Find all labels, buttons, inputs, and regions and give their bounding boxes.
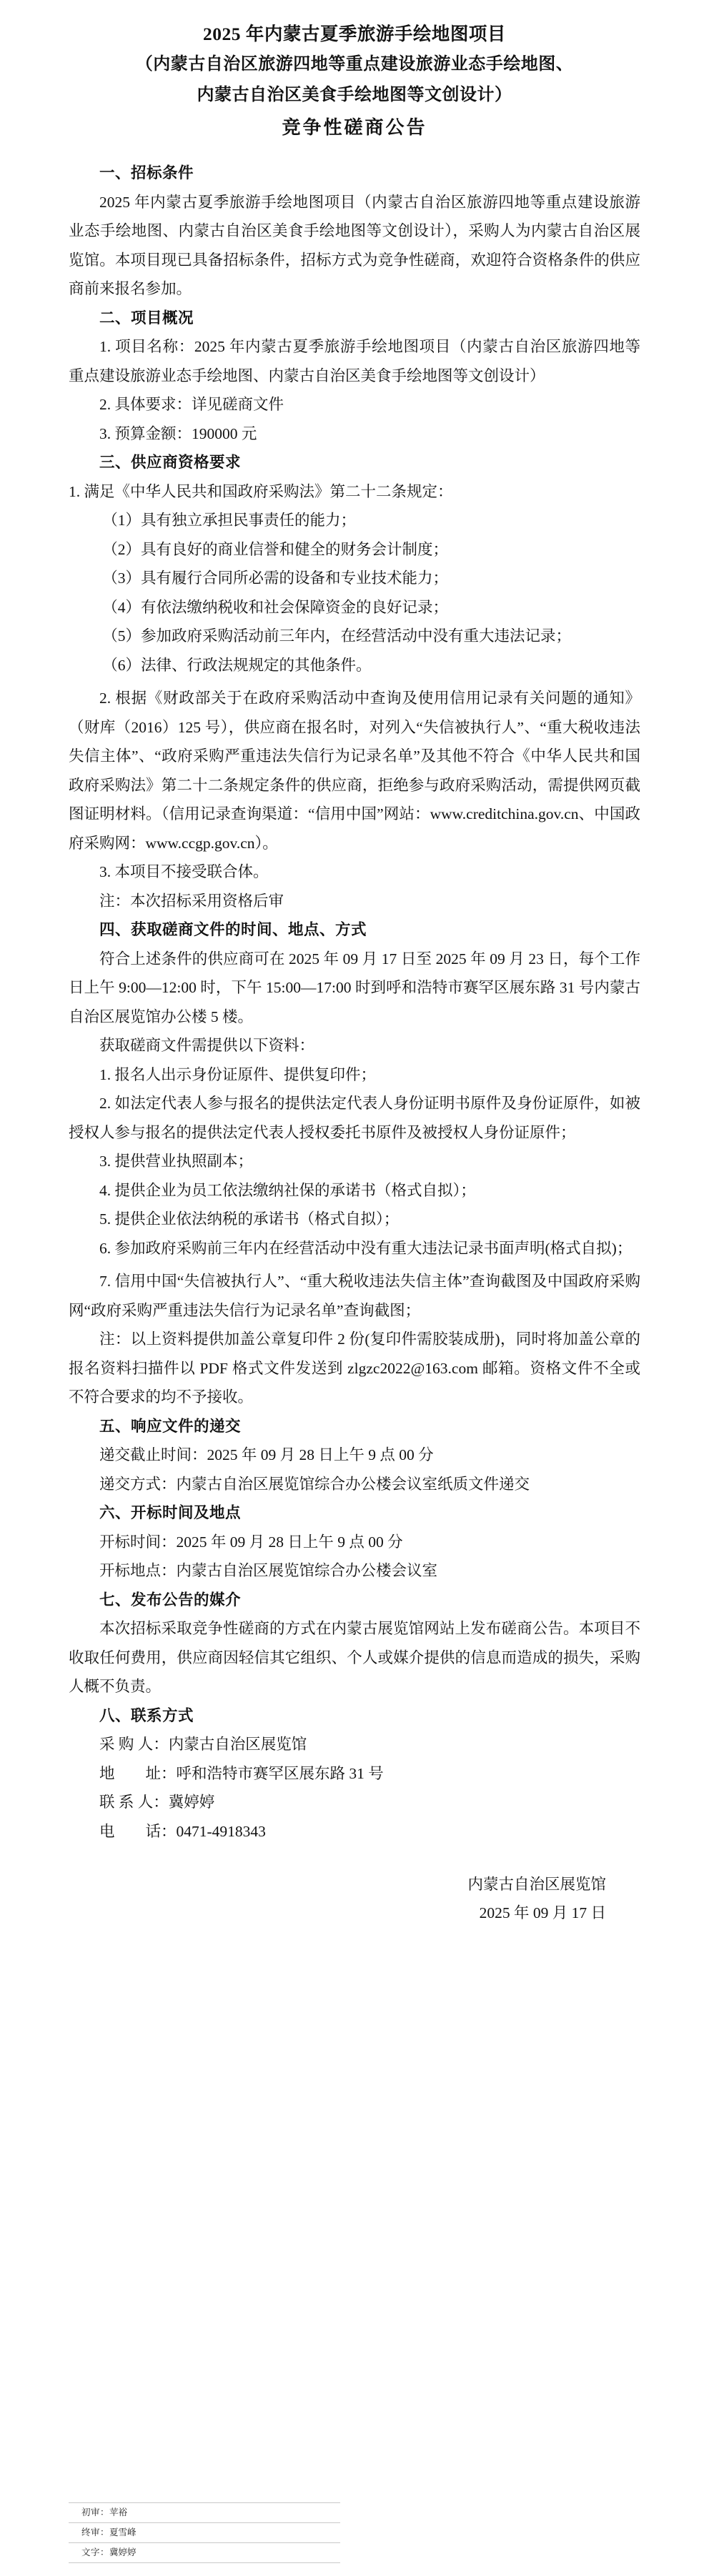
section-heading-1: 一、招标条件 [99, 164, 194, 181]
section-heading-6: 六、开标时间及地点 [99, 1504, 242, 1521]
title-line-2: （内蒙古自治区旅游四地等重点建设旅游业态手绘地图、 [135, 55, 574, 74]
signature-block [69, 1870, 640, 1927]
title-spacer [69, 143, 640, 159]
section-heading-8: 八、联系方式 [99, 1706, 194, 1724]
section-4-item-4: 4. 提供企业为员工依法缴纳社保的承诺书（格式自拟）； [99, 1181, 476, 1199]
section-heading-4: 四、获取磋商文件的时间、地点、方式 [99, 921, 367, 938]
section-heading-5: 五、响应文件的递交 [99, 1417, 242, 1435]
section-2-item-2: 2. 具体要求：详见磋商文件 [99, 396, 284, 413]
contact-person: 联 系 人：冀婷婷 [99, 1794, 215, 1811]
section-3-sub-5: （5）参加政府采购活动前三年内，在经营活动中没有重大违法记录； [102, 627, 572, 645]
section-3-item-2: 2. 根据《财政部关于在政府采购活动中查询及使用信用记录有关问题的通知》（财库（2016）125 号），供应商在报名时，对列入“失信被执行人”、“重大税收违法失信主体”、“政府采购严重违法失信行为记录名单”及其他不符合《中华人民共和国政府采购法》第二十二条规定条件的供应商，拒绝参与政府采购活动，需提供网页截图证明材料。（信用记录查询渠道：“信用中国”网站：www.creditchina.gov.cn、中国政府采购网：www.ccgp.gov.cn）。 [69, 690, 640, 852]
contact-purchaser: 采 购 人：内蒙古自治区展览馆 [99, 1736, 307, 1753]
credit-label-final-review: 终审： [81, 2527, 110, 2537]
section-2-item-1: 1. 项目名称：2025 年内蒙古夏季旅游手绘地图项目（内蒙古自治区旅游四地等重点建设旅游业态手绘地图、内蒙古自治区美食手绘地图等文创设计） [69, 338, 640, 384]
credit-value-writer: 冀婷婷 [109, 2547, 137, 2557]
section-3-sub-2: （2）具有良好的商业信誉和健全的财务会计制度； [102, 540, 449, 558]
title-line-3: 内蒙古自治区美食手绘地图等文创设计） [197, 86, 512, 104]
section-3-sub-1: （1）具有独立承担民事责任的能力； [102, 512, 357, 529]
document-body [69, 159, 640, 1846]
section-3-item-3: 3. 本项目不接受联合体。 [99, 863, 269, 880]
section-2-item-3: 3. 预算金额：190000 元 [99, 424, 257, 442]
title-line-1: 2025 年内蒙古夏季旅游手绘地图项目 [203, 24, 506, 44]
credit-value-final-review: 夏雪峰 [109, 2527, 137, 2537]
section-4-item-3: 3. 提供营业执照副本； [99, 1153, 254, 1170]
contact-phone: 电 话：0471-4918343 [99, 1822, 266, 1840]
section-7-paragraph-1: 本次招标采取竞争性磋商的方式在内蒙古展览馆网站上发布磋商公告。本项目不收取任何费用，供应商因轻信其它组织、个人或媒介提供的信息而造成的损失，采购人概不负责。 [69, 1620, 640, 1695]
section-1-paragraph-1: 2025 年内蒙古夏季旅游手绘地图项目（内蒙古自治区旅游四地等重点建设旅游业态手绘地图、内蒙古自治区美食手绘地图等文创设计），采购人为内蒙古自治区展览馆。本项目现已具备招标条件，招标方式为竞争性磋商，欢迎符合资格条件的供应商前来报名参加。 [69, 193, 640, 297]
credit-row-first-review [69, 2502, 340, 2523]
section-4-item-2: 2. 如法定代表人参与报名的提供法定代表人身份证明书原件及身份证原件，如被授权人参与报名的提供法定代表人授权委托书原件及被授权人身份证原件； [69, 1095, 640, 1141]
section-3-item-1: 1. 满足《中华人民共和国政府采购法》第二十二条规定： [69, 482, 453, 500]
section-4-paragraph-1: 符合上述条件的供应商可在 2025 年 09 月 17 日至 2025 年 09 月 23 日，每个工作日上午 9:00—12:00 时，下午 15:00—17:00 时到呼和浩特市赛罕区展东路 31 号内蒙古自治区展览馆办公楼 5 楼。 [69, 950, 640, 1025]
section-6-paragraph-2: 开标地点：内蒙古自治区展览馆综合办公楼会议室 [99, 1562, 438, 1579]
section-4-note: 注：以上资料提供加盖公章复印件 2 份(复印件需胶装成册)，同时将加盖公章的报名资料扫描件以 PDF 格式文件发送到 zlgzc2022@163.com 邮箱。资格文件不全或不符合要求的均不予接收。 [69, 1331, 640, 1406]
section-3-sub-3: （3）具有履行合同所必需的设备和专业技术能力； [102, 570, 449, 587]
credit-label-first-review: 初审： [81, 2507, 110, 2517]
section-heading-7: 七、发布公告的媒介 [99, 1591, 242, 1608]
signature-date: 2025 年 09 月 17 日 [479, 1904, 606, 1921]
credit-value-first-review: 苹裕 [109, 2507, 128, 2517]
section-heading-3: 三、供应商资格要求 [99, 454, 242, 471]
section-5-paragraph-1: 递交截止时间：2025 年 09 月 28 日上午 9 点 00 分 [99, 1446, 434, 1463]
section-4-item-1: 1. 报名人出示身份证原件、提供复印件； [99, 1065, 377, 1083]
section-4-item-6: 6. 参加政府采购前三年内在经营活动中没有重大违法记录书面声明(格式自拟)； [99, 1239, 633, 1257]
credits-block [69, 2502, 340, 2563]
title-line-4: 竞争性磋商公告 [282, 117, 427, 138]
section-6-paragraph-1: 开标时间：2025 年 09 月 28 日上午 9 点 00 分 [99, 1533, 403, 1551]
page-title [69, 19, 640, 143]
section-heading-2: 二、项目概况 [99, 309, 194, 327]
credit-label-writer: 文字： [81, 2547, 110, 2557]
section-3-sub-4: （4）有依法缴纳税收和社会保障资金的良好记录； [102, 598, 449, 616]
credit-row-final-review [69, 2523, 340, 2543]
section-4-paragraph-2: 获取磋商文件需提供以下资料： [99, 1037, 315, 1054]
signature-organization: 内蒙古自治区展览馆 [467, 1876, 606, 1893]
section-3-sub-6: （6）法律、行政法规规定的其他条件。 [102, 656, 372, 674]
section-4-item-7: 7. 信用中国“失信被执行人”、“重大税收违法失信主体”查询截图及中国政府采购网“政府采购严重违法失信行为记录名单”查询截图； [69, 1273, 640, 1319]
contact-address: 地 址：呼和浩特市赛罕区展东路 31 号 [99, 1764, 384, 1782]
section-4-item-5: 5. 提供企业依法纳税的承诺书（格式自拟）； [99, 1210, 400, 1228]
section-5-paragraph-2: 递交方式：内蒙古自治区展览馆综合办公楼会议室纸质文件递交 [99, 1475, 530, 1493]
section-3-note: 注：本次招标采用资格后审 [99, 892, 284, 910]
credit-row-writer [69, 2543, 340, 2563]
